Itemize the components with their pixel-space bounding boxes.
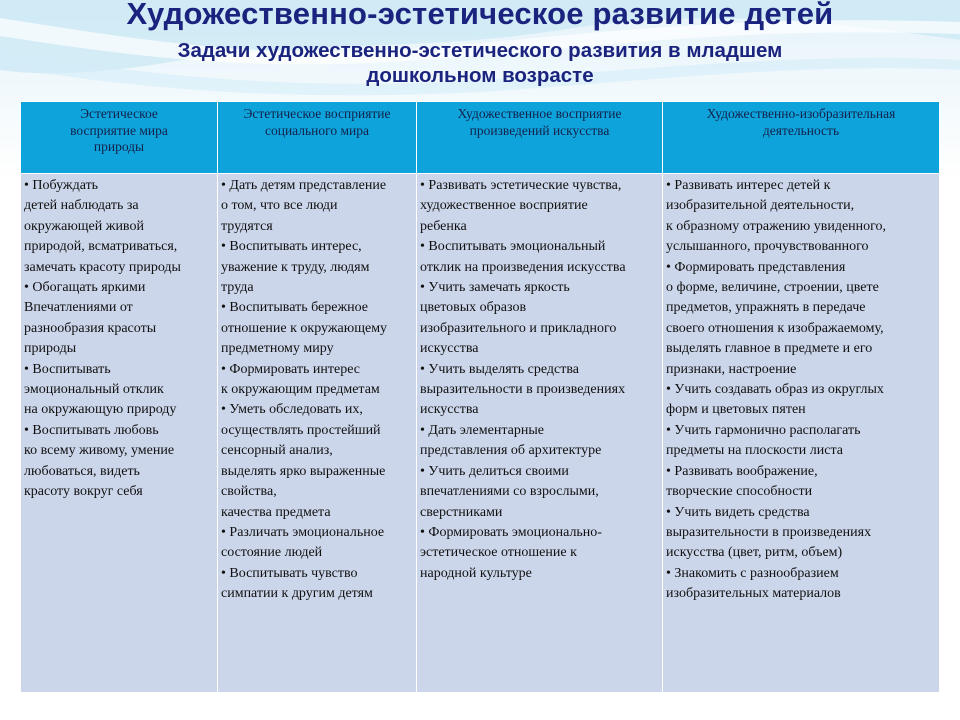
cell-text-line: • Уметь обследовать их, xyxy=(221,402,363,418)
cell-text-line: выразительности в произведениях xyxy=(420,382,626,398)
cell-text-line: ребенка xyxy=(420,218,467,234)
cell-text-line: • Воспитывать чувство xyxy=(221,565,358,581)
header-line: произведений искусства xyxy=(469,122,610,138)
header-line: Художественное восприятие xyxy=(457,106,622,121)
cell-text-line: услышанного, прочувствованного xyxy=(666,239,869,255)
cell-text-line: о форме, величине, строении, цвете xyxy=(666,280,879,296)
cell-text-line: сенсорный анализ, xyxy=(221,443,333,459)
cell-text-line: искусства (цвет, ритм, объем) xyxy=(666,545,843,561)
cell-text-line: • Учить делиться своими xyxy=(420,463,569,479)
cell-text-line: окружающей живой xyxy=(24,218,144,234)
cell-visual-activity xyxy=(663,174,940,693)
page-title: Художественно-эстетическое развитие детей xyxy=(126,0,834,31)
cell-text-line: • Учить гармонично располагать xyxy=(666,422,861,438)
cell-text-line: любоваться, видеть xyxy=(24,463,140,479)
cell-text-line: народной культуре xyxy=(420,565,532,581)
cell-text-line: отклик на произведения искусства xyxy=(420,259,626,275)
cell-text-line: своего отношения к изображаемому, xyxy=(666,320,884,336)
tasks-table xyxy=(20,101,940,693)
cell-text-line: • Воспитывать интерес, xyxy=(221,239,362,255)
cell-text-line: о том, что все люди xyxy=(221,198,338,214)
cell-text-line: • Знакомить с разнообразием xyxy=(666,565,839,581)
cell-text-line: трудятся xyxy=(221,218,273,234)
header-line: Эстетическое xyxy=(80,106,158,121)
cell-text-line: природой, всматриваться, xyxy=(24,239,178,255)
cell-text-line: • Формировать интерес xyxy=(221,361,360,377)
cell-text-line: отношение к окружающему xyxy=(221,320,388,336)
cell-text-line: Впечатлениями от xyxy=(24,300,133,316)
cell-text-line: • Развивать интерес детей к xyxy=(666,178,831,193)
cell-text-line: признаки, настроение xyxy=(666,361,797,377)
cell-text-line: эмоциональный отклик xyxy=(24,382,164,398)
cell-text-line: предметы на плоскости листа xyxy=(666,443,843,459)
cell-text-line: • Дать элементарные xyxy=(420,422,544,438)
cell-text-line: • Формировать эмоционально- xyxy=(420,524,602,540)
cell-text-line: детей наблюдать за xyxy=(24,198,139,214)
cell-text-line: выделять ярко выраженные xyxy=(221,463,386,479)
cell-text-line: творческие способности xyxy=(666,484,813,500)
cell-art-perception xyxy=(417,174,663,693)
header-line: деятельность xyxy=(762,122,840,138)
subtitle-line-2: дошкольном возрасте xyxy=(366,64,594,87)
cell-text-line: • Учить выделять средства xyxy=(420,361,579,377)
cell-text-line: представления об архитектуре xyxy=(420,443,602,459)
cell-text-line: форм и цветовых пятен xyxy=(666,402,806,418)
cell-text-line: осуществлять простейший xyxy=(221,422,381,438)
cell-text-line: изобразительных материалов xyxy=(666,586,841,602)
cell-text-line: выразительности в произведениях xyxy=(666,524,872,540)
cell-text-line: • Воспитывать xyxy=(24,361,111,377)
cell-text-line: • Воспитывать любовь xyxy=(24,422,159,438)
cell-text-line: • Развивать эстетические чувства, xyxy=(420,178,622,193)
cell-text-line: искусства xyxy=(420,402,479,418)
cell-text-line: природы xyxy=(24,341,77,357)
cell-text-line: состояние людей xyxy=(221,545,323,561)
cell-text-line: впечатлениями со взрослыми, xyxy=(420,484,599,500)
table-row xyxy=(21,174,940,693)
cell-text-line: к окружающим предметам xyxy=(221,382,380,398)
cell-text-line: сверстниками xyxy=(420,504,503,520)
cell-social-world xyxy=(218,174,417,693)
header-line: социального мира xyxy=(264,122,369,138)
cell-text-line: качества предмета xyxy=(221,504,331,520)
cell-text-line: • Различать эмоциональное xyxy=(221,524,385,540)
cell-text-line: • Побуждать xyxy=(24,178,99,193)
cell-text-line: изобразительного и прикладного xyxy=(420,320,617,336)
cell-text-line: предметов, упражнять в передаче xyxy=(666,300,866,316)
header-line: Художественно-изобразительная xyxy=(706,106,896,121)
cell-text-line: • Развивать воображение, xyxy=(666,463,818,479)
cell-text-line: искусства xyxy=(420,341,479,357)
cell-text-line: свойства, xyxy=(221,484,277,500)
table-header-row xyxy=(21,102,940,174)
column-header-art-perception xyxy=(417,102,663,174)
cell-text-line: • Формировать представления xyxy=(666,259,846,275)
column-header-visual-activity xyxy=(663,102,940,174)
cell-text-line: • Учить замечать яркость xyxy=(420,280,570,296)
cell-text-line: • Воспитывать бережное xyxy=(221,300,369,316)
cell-nature xyxy=(21,174,218,693)
cell-text-line: художественное восприятие xyxy=(420,198,588,214)
header-line: восприятие мира xyxy=(70,122,168,138)
cell-text-line: предметному миру xyxy=(221,341,334,357)
cell-text-line: к образному отражению увиденного, xyxy=(666,218,887,234)
header-line: Эстетическое восприятие xyxy=(243,106,391,121)
cell-text-line: цветовых образов xyxy=(420,300,527,316)
cell-text-line: • Обогащать яркими xyxy=(24,280,146,296)
cell-text-line: • Дать детям представление xyxy=(221,178,387,193)
cell-text-line: уважение к труду, людям xyxy=(221,259,370,275)
cell-text-line: труда xyxy=(221,280,254,296)
cell-text-line: разнообразия красоты xyxy=(24,320,157,336)
cell-text-line: красоту вокруг себя xyxy=(24,484,143,500)
cell-text-line: • Учить создавать образ из округлых xyxy=(666,382,884,398)
cell-text-line: на окружающую природу xyxy=(24,402,177,418)
cell-text-line: • Учить видеть средства xyxy=(666,504,810,520)
cell-text-line: изобразительной деятельности, xyxy=(666,198,855,214)
cell-text-line: эстетическое отношение к xyxy=(420,545,577,561)
header-line: природы xyxy=(93,139,145,154)
column-header-social-world xyxy=(218,102,417,174)
cell-text-line: • Воспитывать эмоциональный xyxy=(420,239,606,255)
subtitle-line-1: Задачи художественно-эстетического развития в младшем xyxy=(177,39,783,62)
cell-text-line: симпатии к другим детям xyxy=(221,586,373,602)
page-subtitle xyxy=(110,38,850,88)
cell-text-line: выделять главное в предмете и его xyxy=(666,341,873,357)
cell-text-line: замечать красоту природы xyxy=(24,259,181,275)
cell-text-line: ко всему живому, умение xyxy=(24,443,175,459)
column-header-nature xyxy=(21,102,218,174)
